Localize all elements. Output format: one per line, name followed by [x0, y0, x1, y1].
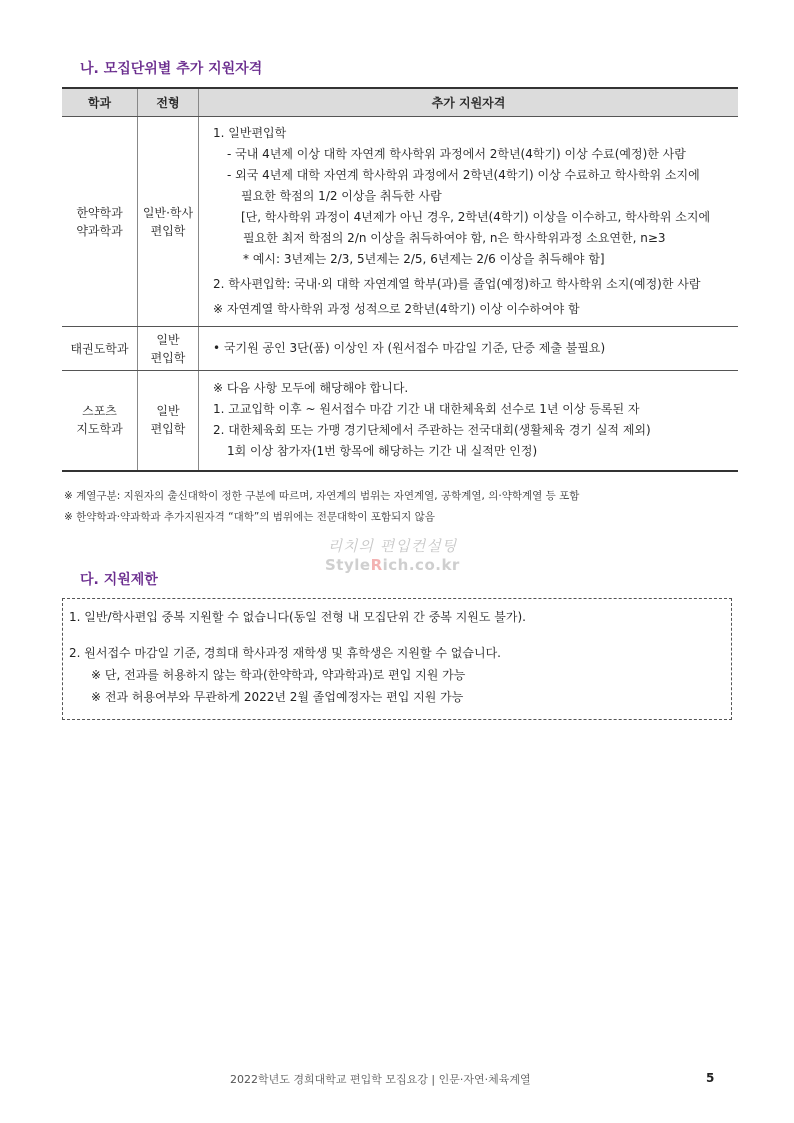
watermark-brand-prefix: Style	[325, 556, 371, 574]
watermark-brand-suffix: ich.co.kr	[382, 556, 460, 574]
restriction-item: 2. 원서접수 마감일 기준, 경희대 학사과정 재학생 및 휴학생은 지원할 수 없습니다.	[69, 646, 501, 660]
watermark-brand	[325, 556, 460, 574]
header-type: 전형	[138, 88, 199, 117]
type-cell	[138, 117, 199, 327]
qual-line: 1. 고교입학 이후 ~ 원서접수 마감 기간 내 대한체육회 선수로 1년 이상 등록된 자	[213, 402, 640, 417]
watermark	[325, 535, 460, 574]
table-header-row	[62, 88, 738, 117]
table-row	[62, 117, 738, 327]
table-row	[62, 327, 738, 371]
type-line: 편입학	[150, 223, 186, 238]
header-dept: 학과	[62, 88, 138, 117]
restriction-subitem: ※ 단, 전과를 허용하지 않는 학과(한약학과, 약과학과)로 편입 지원 가능	[91, 668, 466, 682]
type-line: 일반	[156, 332, 180, 347]
type-line: 편입학	[150, 422, 186, 437]
type-line: 편입학	[150, 350, 186, 365]
type-line: 일반·학사	[142, 205, 194, 220]
section-title-restrictions: 다. 지원제한	[80, 572, 158, 588]
qualification-cell	[199, 117, 739, 327]
header-qualification: 추가 지원자격	[199, 88, 739, 117]
qual-line: - 국내 4년제 이상 대학 자연계 학사학위 과정에서 2학년(4학기) 이상 수료(예정)한 사람	[227, 147, 686, 161]
note-line: ※ 한약학과·약과학과 추가지원자격 “대학”의 범위에는 전문대학이 포함되지 않음	[64, 511, 435, 523]
note-line: ※ 계열구분: 지원자의 출신대학이 정한 구분에 따르며, 자연계의 범위는 자연계열, 공학계열, 의·약학계열 등 포함	[64, 490, 580, 502]
dept-line: 지도학과	[76, 422, 123, 437]
dept-cell	[62, 371, 138, 471]
dept-cell	[62, 117, 138, 327]
qualification-cell	[199, 371, 739, 471]
watermark-brand-accent: R	[370, 556, 383, 574]
qual-line: 필요한 최저 학점의 2/n 이상을 취득하여야 함, n은 학사학위과정 소요연한, n≥3	[243, 231, 666, 245]
qual-line: ※ 자연계열 학사학위 과정 성적으로 2학년(4학기) 이상 이수하여야 함	[213, 302, 580, 316]
qual-line: • 국기원 공인 3단(품) 이상인 자 (원서접수 마감일 기준, 단증 제출 불필요)	[213, 341, 606, 355]
table-notes	[64, 486, 579, 528]
qual-line: 2. 학사편입학: 국내·외 대학 자연계열 학부(과)를 졸업(예정)하고 학사학위 소지(예정)한 사람	[213, 277, 701, 291]
dept-line: 약과학과	[76, 223, 123, 238]
qual-line: - 외국 4년제 대학 자연계 학사학위 과정에서 2학년(4학기) 이상 수료하고 학사학위 소지에	[227, 168, 700, 182]
restriction-item: 1. 일반/학사편입 중복 지원할 수 없습니다(동일 전형 내 모집단위 간 중복 지원도 불가).	[69, 610, 526, 624]
dept-cell	[62, 327, 138, 371]
table-row	[62, 371, 738, 471]
section-title-additional-qualifications: 나. 모집단위별 추가 지원자격	[80, 61, 263, 77]
qual-line: 2. 대한체육회 또는 가맹 경기단체에서 주관하는 전국대회(생활체육 경기 실적 제외)	[213, 423, 651, 438]
qual-line: [단, 학사학위 과정이 4년제가 아닌 경우, 2학년(4학기) 이상을 이수하고, 학사학위 소지에	[241, 210, 711, 224]
qualification-table	[62, 87, 738, 472]
qual-line: 1. 일반편입학	[213, 126, 287, 140]
restriction-subitem: ※ 전과 허용여부와 무관하게 2022년 2월 졸업예정자는 편입 지원 가능	[91, 690, 464, 704]
watermark-korean: 리치의 편입컨설팅	[327, 537, 458, 555]
qual-line: 필요한 학점의 1/2 이상을 취득한 사람	[241, 189, 442, 203]
type-line: 일반	[156, 404, 180, 419]
page-number: 5	[706, 1071, 715, 1085]
dept-line: 태권도학과	[70, 341, 129, 356]
dept-line: 스포츠	[82, 404, 117, 419]
qualification-cell	[199, 327, 739, 371]
dept-line: 한약학과	[76, 205, 123, 220]
page-footer: 2022학년도 경희대학교 편입학 모집요강 | 인문·자연·체육계열	[230, 1073, 531, 1086]
type-cell	[138, 371, 199, 471]
qual-line: * 예시: 3년제는 2/3, 5년제는 2/5, 6년제는 2/6 이상을 취득해야 함]	[243, 252, 605, 266]
type-cell	[138, 327, 199, 371]
qual-line: ※ 다음 사항 모두에 해당해야 합니다.	[213, 381, 409, 396]
qual-line: 1회 이상 참가자(1번 항목에 해당하는 기간 내 실적만 인정)	[227, 444, 538, 459]
restrictions-box	[62, 598, 732, 720]
